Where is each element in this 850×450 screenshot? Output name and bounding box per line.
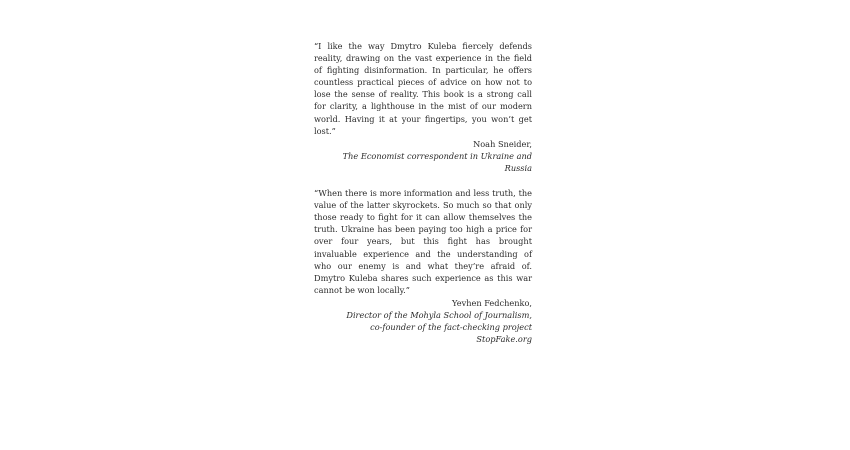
testimonial-author-role: The Economist correspondent in Ukraine and Russia — [342, 150, 532, 173]
testimonials-column — [314, 40, 532, 345]
testimonial-attribution — [314, 138, 532, 174]
testimonial-attribution — [314, 297, 532, 345]
testimonial-2 — [314, 187, 532, 345]
testimonial-quote: “I like the way Dmytro Kuleba fiercely defends reality, drawing on the vast experience in the field of fighting disinformation. In particular, he offers countless practical pieces of advice on how not to lose the sense of reality. This book is a strong call for clarity, a lighthouse in the mist of our modern world. Having it at your fingertips, you won’t get lost.” — [314, 41, 532, 136]
testimonial-author-role: co-founder of the fact-checking project StopFake.org — [370, 322, 532, 345]
testimonial-quote: “When there is more information and less truth, the value of the latter skyrockets. So much so that only those ready to fight for it can allow themselves the truth. Ukraine has been paying too high a price for over four years, but this fight has brought invaluable experience and the understanding of who our enemy is and what they’re afraid of. Dmytro Kuleba shares such experience as this war cannot be won locally.” — [314, 188, 532, 295]
testimonial-author: Noah Sneider, — [473, 138, 532, 149]
testimonial-author: Yevhen Fedchenko, — [452, 297, 532, 308]
testimonial-1 — [314, 40, 532, 174]
testimonial-author-role: Director of the Mohyla School of Journalism, — [346, 309, 532, 320]
